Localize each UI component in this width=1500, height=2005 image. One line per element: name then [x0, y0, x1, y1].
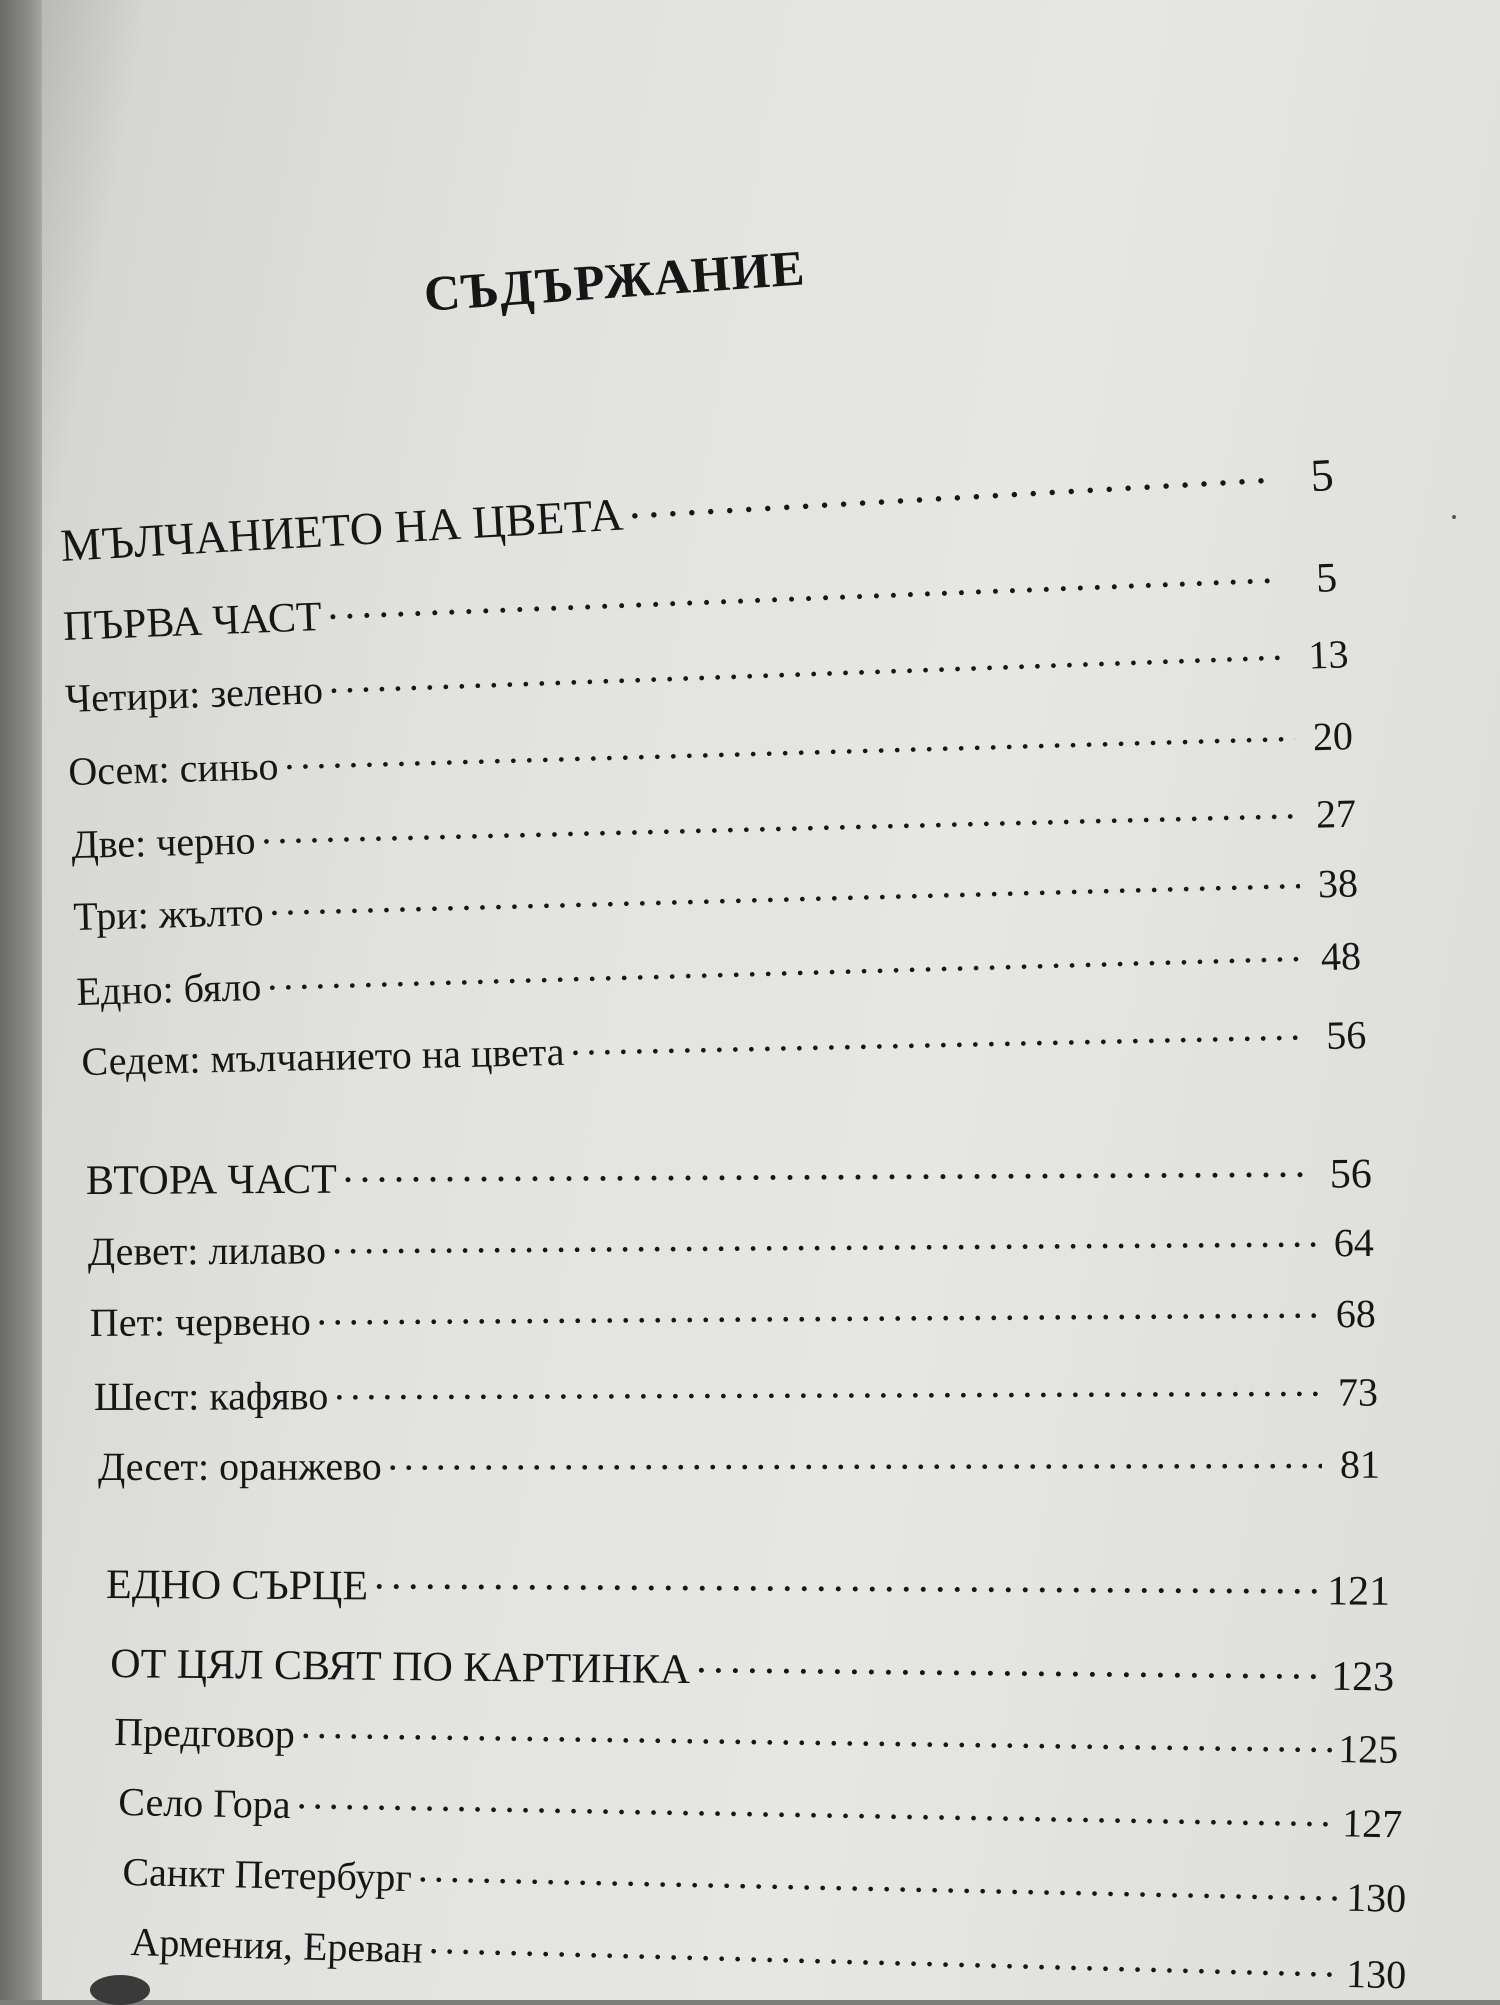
- toc-entry: [73, 856, 1359, 940]
- toc-entry: [130, 1915, 1407, 1998]
- toc-entry: [110, 1635, 1394, 1701]
- dot-leader: [417, 1851, 1340, 1910]
- dot-leader: [343, 1146, 1314, 1193]
- toc-entry: [59, 444, 1335, 572]
- toc-entry: [118, 1775, 1403, 1847]
- toc-entry-page: 121: [1326, 1568, 1391, 1615]
- dot-leader: [428, 1923, 1340, 1987]
- toc-entry-page: 73: [1337, 1369, 1378, 1415]
- toc-entry-label: Четири: зелено: [64, 667, 324, 722]
- toc-entry-label: ОТ ЦЯЛ СВЯТ ПО КАРТИНКА: [110, 1641, 691, 1694]
- toc-entry-label: Село Гора: [118, 1779, 292, 1828]
- toc-entry-label: Десет: оранжево: [97, 1443, 382, 1489]
- dot-leader: [267, 931, 1304, 1000]
- toc-entry-label: Две: черно: [70, 817, 257, 868]
- toc-entry-page: 27: [1315, 790, 1357, 837]
- toc-entry-label: МЪЛЧАНИЕТО НА ЦВЕТА: [59, 488, 625, 572]
- toc-entry-label: Три: жълто: [72, 889, 265, 940]
- toc-entry-page: 38: [1317, 860, 1359, 907]
- toc-entry-label: ЕДНО СЪРЦЕ: [106, 1562, 369, 1610]
- dot-leader: [269, 858, 1301, 925]
- dot-leader: [301, 1708, 1333, 1762]
- toc-entry-page: 130: [1345, 1874, 1407, 1921]
- toc-entry: [114, 1705, 1399, 1773]
- toc-title: СЪДЪРЖАНИЕ: [422, 239, 807, 322]
- dot-leader: [328, 629, 1291, 703]
- toc-entry-label: Седем: мълчанието на цвета: [81, 1028, 565, 1085]
- dot-leader: [261, 788, 1299, 853]
- dot-leader: [284, 711, 1296, 779]
- dot-leader: [627, 447, 1276, 529]
- toc-entry: [68, 709, 1354, 795]
- toc-entry-label: Предговор: [114, 1709, 296, 1757]
- dot-leader: [332, 1216, 1316, 1263]
- toc-entry-label: Девет: лилаво: [87, 1227, 327, 1274]
- toc-entry: [86, 1145, 1372, 1205]
- paper-speck: [1452, 515, 1456, 519]
- book-page: [42, 0, 1500, 2000]
- toc-entry-label: ПЪРВА ЧАСТ: [62, 594, 323, 651]
- toc-entry-page: 13: [1307, 631, 1350, 678]
- table-of-contents: [42, 0, 1500, 2000]
- toc-entry-page: 127: [1341, 1800, 1403, 1847]
- toc-entry: [94, 1366, 1378, 1420]
- toc-entry-page: 64: [1333, 1220, 1374, 1266]
- toc-entry-page: 81: [1339, 1441, 1380, 1487]
- toc-entry-page: 5: [1309, 448, 1335, 502]
- toc-entry-label: Санкт Петербург: [122, 1849, 413, 1901]
- dot-leader: [327, 551, 1280, 630]
- toc-entry: [98, 1438, 1380, 1490]
- toc-entry-page: 48: [1320, 933, 1362, 980]
- toc-entry: [90, 1287, 1376, 1346]
- dot-leader: [296, 1778, 1336, 1836]
- toc-entry-page: 5: [1315, 555, 1339, 602]
- toc-entry: [106, 1556, 1390, 1616]
- toc-entry-label: Пет: червено: [89, 1298, 311, 1345]
- toc-entry-page: 56: [1325, 1012, 1367, 1058]
- dot-leader: [696, 1641, 1325, 1690]
- toc-entry-page: 20: [1312, 713, 1354, 760]
- toc-entry-label: Армения, Ереван: [130, 1919, 424, 1972]
- toc-entry: [81, 1008, 1367, 1085]
- toc-entry-label: ВТОРА ЧАСТ: [85, 1156, 337, 1204]
- finger-shadow: [90, 1975, 150, 2005]
- dot-leader: [317, 1287, 1318, 1334]
- toc-entry-label: Едно: бяло: [75, 963, 262, 1015]
- toc-entry: [71, 787, 1357, 868]
- toc-entry: [122, 1845, 1407, 1922]
- toc-entry-label: Шест: кафяво: [93, 1373, 329, 1419]
- toc-entry: [76, 929, 1362, 1015]
- dot-leader: [570, 1009, 1309, 1064]
- dot-leader: [334, 1366, 1320, 1409]
- toc-entry-page: 130: [1345, 1950, 1407, 1998]
- toc-entry-label: Осем: синьо: [67, 743, 280, 795]
- toc-entry-page: 68: [1335, 1291, 1376, 1337]
- toc-entry-page: 123: [1330, 1653, 1395, 1701]
- dot-leader: [374, 1557, 1321, 1604]
- dot-leader: [388, 1438, 1322, 1480]
- toc-entry: [88, 1216, 1374, 1275]
- toc-entry-page: 56: [1329, 1151, 1372, 1198]
- book-gutter: [0, 0, 42, 2000]
- toc-entry-page: 125: [1337, 1726, 1399, 1772]
